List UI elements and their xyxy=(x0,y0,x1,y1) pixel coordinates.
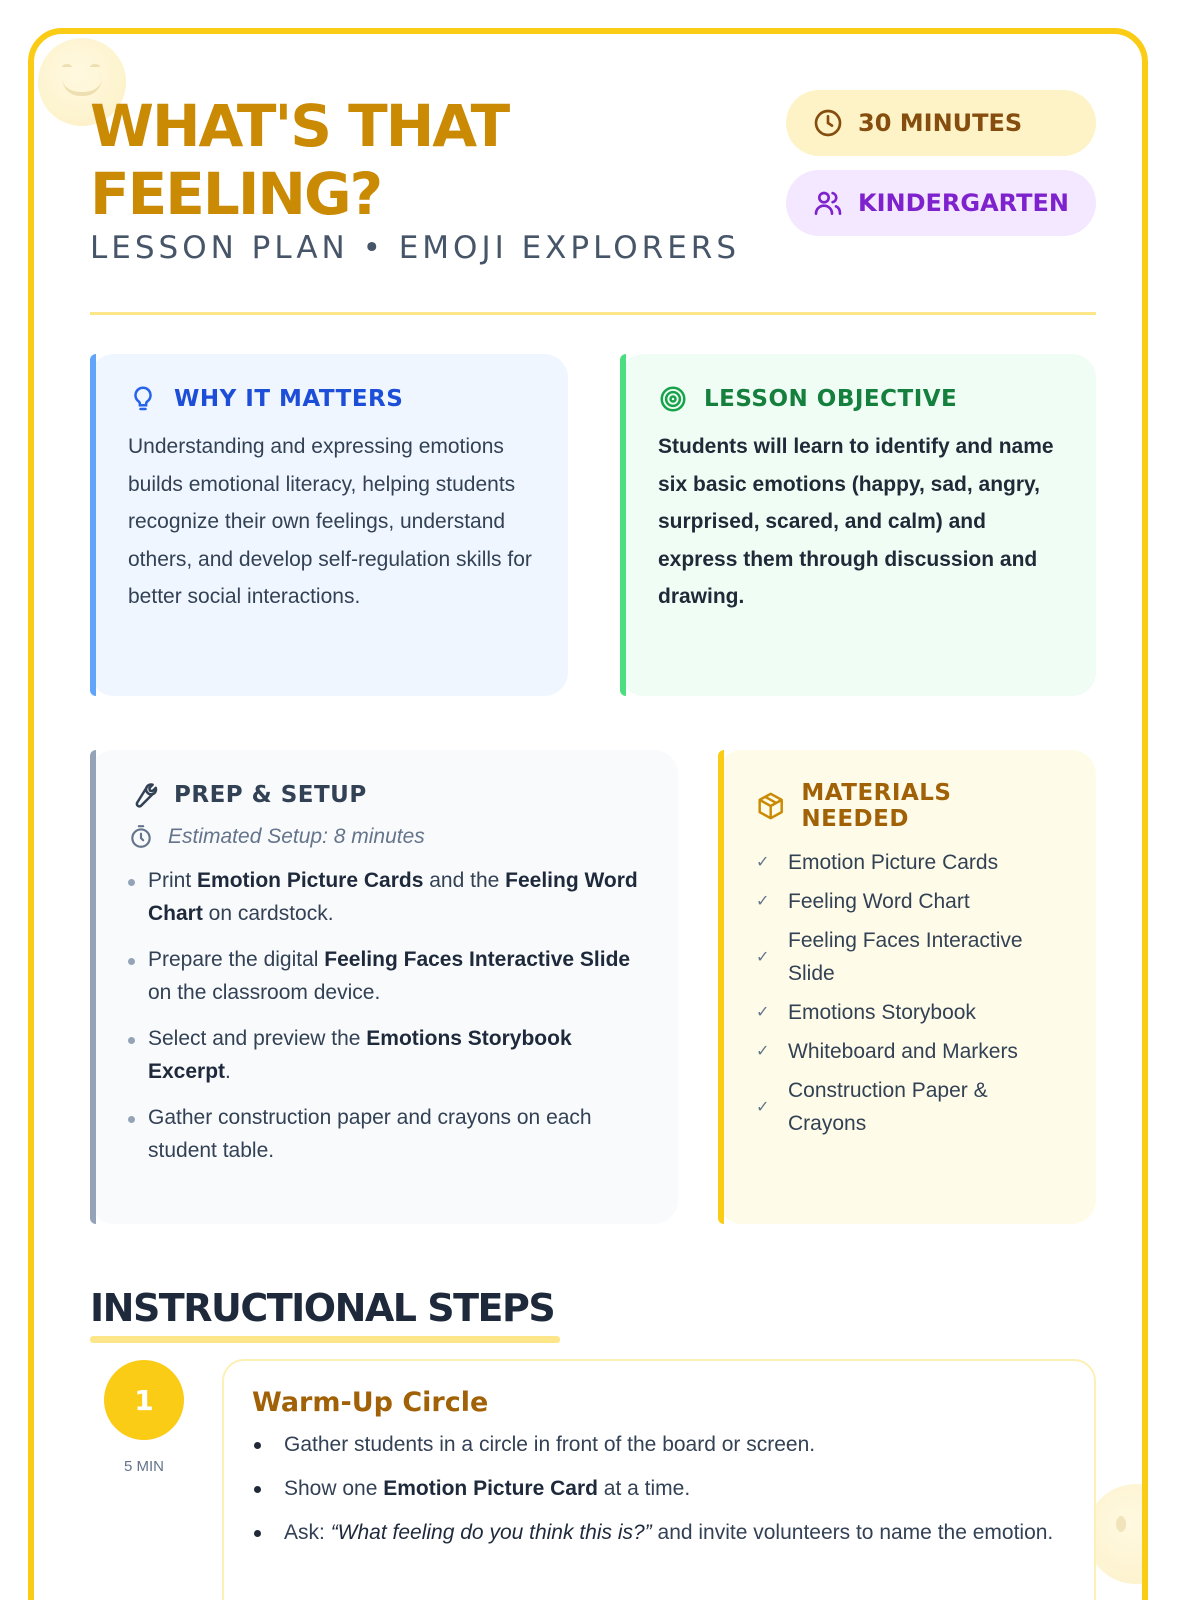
material-item: ✓ Feeling Word Chart xyxy=(756,885,1062,918)
lesson-plan-frame xyxy=(28,28,1148,1600)
grade-badge xyxy=(786,170,1096,236)
lesson-objective-card xyxy=(620,354,1096,696)
step-bullets xyxy=(252,1430,1066,1548)
step-duration: 5 MIN xyxy=(123,1458,164,1475)
why-it-matters-title: WHY IT MATTERS xyxy=(174,386,404,412)
header-divider xyxy=(90,312,1096,315)
materials-list xyxy=(756,846,1062,1140)
check-icon: ✓ xyxy=(756,1004,770,1021)
lesson-objective-title: LESSON OBJECTIVE xyxy=(704,386,958,412)
lesson-subtitle: LESSON PLAN • EMOJI EXPLORERS xyxy=(90,230,741,266)
instructional-steps-title: INSTRUCTIONAL STEPS xyxy=(90,1286,555,1330)
step-card xyxy=(222,1359,1096,1600)
setup-time-text: Estimated Setup: 8 minutes xyxy=(168,825,425,848)
prep-list xyxy=(128,864,644,1167)
why-it-matters-text: Understanding and expressing emotions builds emotional literacy, helping students recognize their own feelings, understand others, and develop self-regulation skills for better social interactions. xyxy=(128,435,532,608)
clock-icon xyxy=(812,107,844,139)
lesson-title: WHAT'S THAT FEELING? xyxy=(90,92,509,228)
step-title: Warm-Up Circle xyxy=(252,1387,489,1418)
duration-badge xyxy=(786,90,1096,156)
material-item: ✓ Construction Paper & Crayons xyxy=(756,1079,988,1135)
material-item: ✓ Emotions Storybook xyxy=(756,996,1062,1029)
wrench-icon xyxy=(128,780,158,810)
prep-setup-card xyxy=(90,750,678,1224)
package-icon xyxy=(756,791,785,821)
section-underline xyxy=(90,1336,560,1343)
materials-needed-title: MATERIALS NEEDED xyxy=(801,780,952,832)
material-item: ✓ Feeling Faces Interactive Slide xyxy=(756,929,1023,985)
duration-label: 30 MINUTES xyxy=(858,109,1023,137)
lightbulb-icon xyxy=(128,384,158,414)
materials-needed-card xyxy=(718,750,1096,1224)
prep-item: Prepare the digital Feeling Faces Interactive Slide on the classroom device. xyxy=(128,943,644,1009)
step-number-badge: 1 xyxy=(104,1360,184,1440)
check-icon: ✓ xyxy=(756,1098,770,1116)
check-icon: ✓ xyxy=(756,948,770,966)
stopwatch-icon xyxy=(128,824,154,850)
prep-setup-title: PREP & SETUP xyxy=(174,782,367,808)
check-icon: ✓ xyxy=(756,1043,770,1060)
material-item: ✓ Emotion Picture Cards xyxy=(756,846,1062,879)
check-icon: ✓ xyxy=(756,854,770,871)
setup-time-row xyxy=(128,824,644,850)
step-bullet: Gather students in a circle in front of the board or screen. xyxy=(252,1430,1066,1460)
check-icon: ✓ xyxy=(756,893,770,910)
step-bullet: Ask: “What feeling do you think this is?” and invite volunteers to name the emotion. xyxy=(252,1518,1066,1548)
users-icon xyxy=(812,187,844,219)
prep-item: Print Emotion Picture Cards and the Feeling Word Chart on cardstock. xyxy=(128,864,644,930)
why-it-matters-card xyxy=(90,354,568,696)
grade-label: KINDERGARTEN xyxy=(858,189,1069,217)
prep-item: Gather construction paper and crayons on each student table. xyxy=(128,1101,644,1167)
prep-item: Select and preview the Emotions Storybook Excerpt. xyxy=(128,1022,644,1088)
step-bullet: Show one Emotion Picture Card at a time. xyxy=(252,1474,1066,1504)
material-item: ✓ Whiteboard and Markers xyxy=(756,1035,1062,1068)
target-icon xyxy=(658,384,688,414)
lesson-objective-text: Students will learn to identify and name six basic emotions (happy, sad, angry, surprised, scared, and calm) and express them through discussion and drawing. xyxy=(658,435,1054,608)
